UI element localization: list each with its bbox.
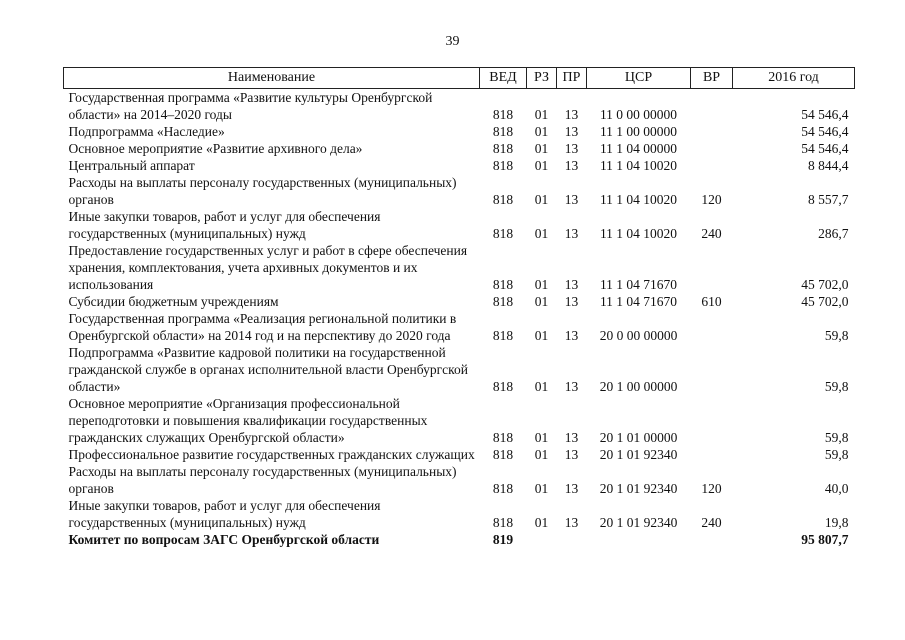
table-row — [64, 344, 855, 395]
row-amount: 95 807,7 — [801, 532, 849, 547]
row-csr: 20 1 01 92340 — [599, 481, 678, 496]
header-pr: ПР — [557, 68, 587, 89]
row-name: Расходы на выплаты персоналу государственных (муниципальных) органов — [68, 464, 457, 496]
row-vr — [691, 395, 733, 446]
row-ved: 818 — [492, 124, 514, 139]
row-ved: 818 — [492, 158, 514, 173]
row-rz: 01 — [534, 158, 549, 173]
row-pr: 13 — [564, 226, 579, 241]
row-name: Государственная программа «Развитие культуры Оренбургской области» на 2014–2020 годы — [68, 90, 433, 122]
table-row — [64, 208, 855, 242]
row-pr: 13 — [564, 294, 579, 309]
table-header — [64, 68, 855, 89]
row-vr: 120 — [701, 481, 722, 496]
row-name: Иные закупки товаров, работ и услуг для обеспечения государственных (муниципальных) нужд — [68, 498, 381, 530]
row-pr: 13 — [564, 515, 579, 530]
row-amount: 59,8 — [824, 447, 849, 462]
row-pr: 13 — [564, 430, 579, 445]
row-rz: 01 — [534, 515, 549, 530]
table-row — [64, 497, 855, 531]
row-pr: 13 — [564, 447, 579, 462]
row-vr: 610 — [701, 294, 722, 309]
row-name: Основное мероприятие «Организация профессиональной переподготовки и повышения квалификации государственных гражданских служащих Оренбургской области» — [68, 396, 428, 445]
row-rz: 01 — [534, 107, 549, 122]
row-csr: 11 1 04 00000 — [599, 141, 678, 156]
table-row — [64, 140, 855, 157]
row-rz: 01 — [534, 192, 549, 207]
row-rz: 01 — [534, 124, 549, 139]
row-csr: 11 1 00 00000 — [599, 124, 678, 139]
row-vr — [691, 446, 733, 463]
header-vr: ВР — [691, 68, 733, 89]
row-name: Основное мероприятие «Развитие архивного дела» — [68, 141, 363, 156]
row-csr: 11 1 04 71670 — [599, 294, 678, 309]
row-rz: 01 — [534, 294, 549, 309]
row-amount: 8 557,7 — [808, 192, 849, 207]
row-name: Предоставление государственных услуг и работ в сфере обеспечения хранения, комплектования, учета архивных документов и их использования — [68, 243, 468, 292]
row-rz: 01 — [534, 328, 549, 343]
row-rz: 01 — [534, 141, 549, 156]
row-csr: 20 1 00 00000 — [599, 379, 678, 394]
row-pr — [557, 531, 587, 548]
row-name: Субсидии бюджетным учреждениям — [68, 294, 279, 309]
row-vr: 240 — [701, 515, 722, 530]
row-vr — [691, 344, 733, 395]
row-ved: 819 — [492, 532, 514, 547]
table-row — [64, 446, 855, 463]
row-name: Комитет по вопросам ЗАГС Оренбургской области — [68, 532, 380, 547]
row-name: Профессиональное развитие государственных гражданских служащих — [68, 447, 475, 462]
row-pr: 13 — [564, 481, 579, 496]
row-ved: 818 — [492, 141, 514, 156]
row-ved: 818 — [492, 481, 514, 496]
row-vr — [691, 242, 733, 293]
row-amount: 45 702,0 — [801, 277, 849, 292]
row-amount: 59,8 — [824, 430, 849, 445]
row-vr — [691, 310, 733, 344]
table-body — [64, 89, 855, 549]
row-ved: 818 — [492, 192, 514, 207]
row-rz: 01 — [534, 430, 549, 445]
table-row — [64, 531, 855, 548]
row-amount: 8 844,4 — [808, 158, 849, 173]
row-rz: 01 — [534, 277, 549, 292]
header-rz: РЗ — [527, 68, 557, 89]
row-rz: 01 — [534, 447, 549, 462]
table-row — [64, 463, 855, 497]
row-amount: 54 546,4 — [801, 124, 849, 139]
row-csr: 20 1 01 92340 — [599, 515, 678, 530]
row-csr: 20 1 01 92340 — [599, 447, 678, 462]
row-ved: 818 — [492, 107, 514, 122]
row-vr — [691, 157, 733, 174]
row-vr — [691, 89, 733, 124]
row-name: Подпрограмма «Наследие» — [68, 124, 225, 139]
row-name: Центральный аппарат — [68, 158, 195, 173]
row-ved: 818 — [492, 328, 514, 343]
row-rz: 01 — [534, 379, 549, 394]
row-csr: 20 1 01 00000 — [599, 430, 678, 445]
row-ved: 818 — [492, 430, 514, 445]
page-number: 39 — [445, 34, 460, 49]
row-csr — [587, 531, 691, 548]
row-rz — [527, 531, 557, 548]
table-row — [64, 293, 855, 310]
row-name: Подпрограмма «Развитие кадровой политики на государственной гражданской службе в органах исполнительной власти Оренбургской области» — [68, 345, 468, 394]
row-rz: 01 — [534, 226, 549, 241]
row-pr: 13 — [564, 192, 579, 207]
row-pr: 13 — [564, 379, 579, 394]
row-pr: 13 — [564, 277, 579, 292]
row-pr: 13 — [564, 158, 579, 173]
row-amount: 286,7 — [818, 226, 849, 241]
header-ved: ВЕД — [480, 68, 527, 89]
row-csr: 11 1 04 71670 — [599, 277, 678, 292]
row-amount: 54 546,4 — [801, 107, 849, 122]
row-name: Иные закупки товаров, работ и услуг для обеспечения государственных (муниципальных) нужд — [68, 209, 381, 241]
row-name: Государственная программа «Реализация региональной политики в Оренбургской области» на 2014 год и на перспективу до 2020 года — [68, 311, 457, 343]
row-vr — [691, 123, 733, 140]
row-pr: 13 — [564, 107, 579, 122]
row-amount: 40,0 — [824, 481, 849, 496]
row-ved: 818 — [492, 379, 514, 394]
row-ved: 818 — [492, 447, 514, 462]
row-vr — [691, 140, 733, 157]
row-amount: 45 702,0 — [801, 294, 849, 309]
header-row — [64, 68, 855, 89]
row-amount: 19,8 — [824, 515, 849, 530]
row-amount: 59,8 — [824, 328, 849, 343]
table-row — [64, 174, 855, 208]
row-vr: 240 — [701, 226, 722, 241]
row-pr: 13 — [564, 124, 579, 139]
row-csr: 11 0 00 00000 — [599, 107, 678, 122]
table-row — [64, 89, 855, 124]
table-row — [64, 157, 855, 174]
row-amount: 54 546,4 — [801, 141, 849, 156]
row-ved: 818 — [492, 515, 514, 530]
row-csr: 11 1 04 10020 — [599, 226, 678, 241]
row-pr: 13 — [564, 328, 579, 343]
row-pr: 13 — [564, 141, 579, 156]
row-ved: 818 — [492, 277, 514, 292]
table-row — [64, 123, 855, 140]
row-amount: 59,8 — [824, 379, 849, 394]
header-year: 2016 год — [733, 68, 855, 89]
table-row — [64, 242, 855, 293]
row-vr — [691, 531, 733, 548]
header-name: Наименование — [64, 68, 480, 89]
budget-table — [63, 67, 855, 548]
table-row — [64, 310, 855, 344]
row-name: Расходы на выплаты персоналу государственных (муниципальных) органов — [68, 175, 457, 207]
row-csr: 11 1 04 10020 — [599, 192, 678, 207]
row-csr: 20 0 00 00000 — [599, 328, 678, 343]
row-csr: 11 1 04 10020 — [599, 158, 678, 173]
row-rz: 01 — [534, 481, 549, 496]
row-vr: 120 — [701, 192, 722, 207]
header-csr: ЦСР — [587, 68, 691, 89]
row-ved: 818 — [492, 226, 514, 241]
row-ved: 818 — [492, 294, 514, 309]
table-row — [64, 395, 855, 446]
